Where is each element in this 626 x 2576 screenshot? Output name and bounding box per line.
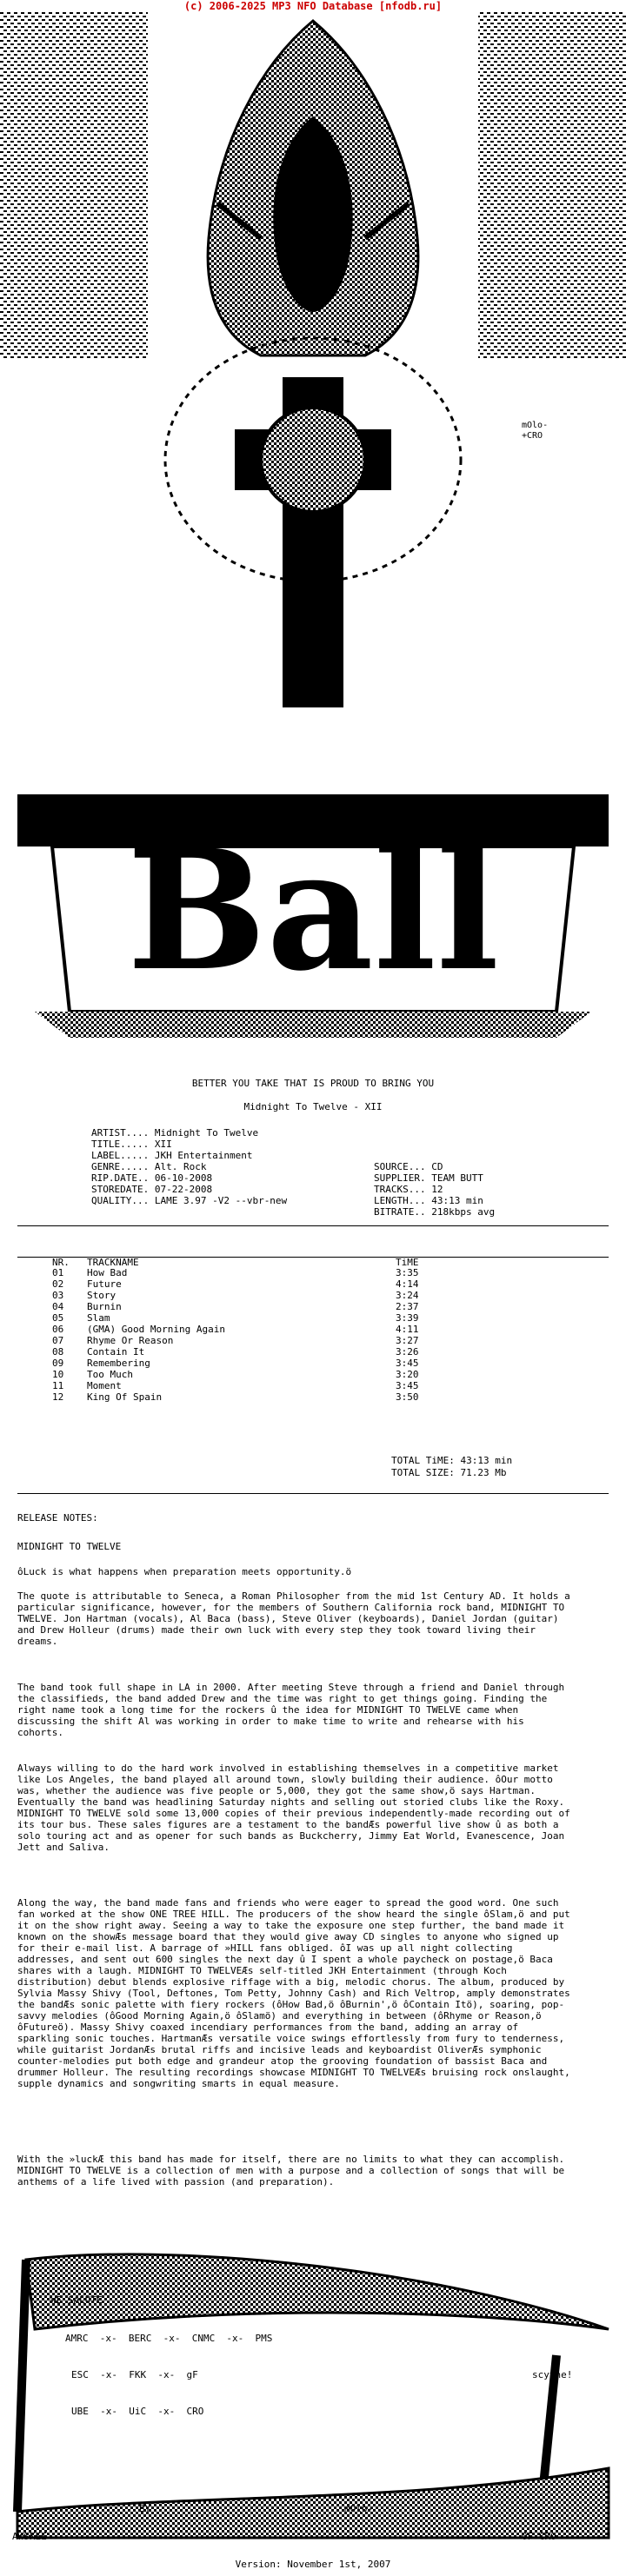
header-trackname: TRACKNAME <box>87 1257 139 1268</box>
meta-value: 43:13 min <box>431 1195 483 1206</box>
meta-value: 06-10-2008 <box>154 1172 213 1184</box>
track-rows <box>52 1267 448 1403</box>
meta-right <box>374 1161 495 1218</box>
track-title: Remembering <box>87 1358 150 1369</box>
notes-heading: RELEASE NOTES: <box>17 1512 98 1524</box>
track-title: Burnin <box>87 1301 122 1312</box>
track-duration: 2:37 <box>396 1301 419 1312</box>
track-duration: 3:20 <box>396 1369 419 1380</box>
greets-row-3: UBE -x- UiC -x- CRO <box>71 2406 204 2417</box>
meta-row <box>374 1206 495 1218</box>
meta-key: LABEL..... <box>91 1150 150 1161</box>
track-duration: 3:24 <box>396 1290 419 1301</box>
meta-key: BITRATE.. <box>374 1206 426 1218</box>
meta-key: TITLE..... <box>91 1139 150 1150</box>
track-number: 01 <box>52 1267 64 1278</box>
track-duration: 3:50 <box>396 1391 419 1403</box>
footer-author: mOlo- <box>344 2503 374 2514</box>
track-number: 09 <box>52 1358 64 1369</box>
track-number: 07 <box>52 1335 64 1346</box>
meta-key: SOURCE... <box>374 1161 426 1172</box>
notes-paragraph-1: The quote is attributable to Seneca, a Roman Philosopher from the mid 1st Century AD. It holds a particular significance, however, for the members of Southern California rock band, MIDNIGHT TO TWELVE. Jon Hartman (vocals), Al Baca (bass), Steve Oliver (keyboards), Daniel Jordan (guitar) and Drew Holleur (drums) made their own luck with every step they took toward living their dreams. <box>17 1590 570 1647</box>
meta-key: ARTIST.... <box>91 1127 150 1139</box>
left-dither-panel <box>0 12 148 360</box>
scythe-blade <box>26 2254 609 2329</box>
scythe-handle-left <box>17 2260 26 2512</box>
divider <box>17 1257 609 1258</box>
notes-paragraph-3: Always willing to do the hard work involved in establishing themselves in a competitive market like Los Angeles, the band played all around town, slowly building their audience. ôOur motto was, whether the audience was five people or 5,000, they got the same show,ö says Hartman. Eventually the band was headlining Saturday nights and selling out storied clubs like the Roxy. MIDNIGHT TO TWELVE sold some 13,000 copies of their previous independently-made recording out of its tour bus. These sales figures are a testament to the bandÆs powerful live show û as both a solo touring act and as opener for such bands as Buckcherry, Jimmy Eat World, Evanescence, Joan Jett and Saliva. <box>17 1763 570 1853</box>
meta-key: TRACKS... <box>374 1184 426 1195</box>
right-dither-panel <box>478 12 626 360</box>
meta-value: TEAM BUTT <box>431 1172 483 1184</box>
meta-value: Alt. Rock <box>154 1161 207 1172</box>
track-duration: 3:45 <box>396 1380 419 1391</box>
meta-left <box>91 1127 287 1206</box>
notes-subheading: MIDNIGHT TO TWELVE <box>17 1541 122 1552</box>
svg-text:+CRO: +CRO <box>522 431 543 441</box>
track-row <box>52 1312 448 1324</box>
header-time: TiME <box>396 1257 419 1268</box>
divider <box>17 1225 609 1226</box>
meta-key: GENRE..... <box>91 1161 150 1172</box>
meta-value: XII <box>154 1139 172 1150</box>
meta-row <box>91 1184 287 1195</box>
track-title: Rhyme Or Reason <box>87 1335 174 1346</box>
meta-row <box>374 1195 495 1206</box>
track-row <box>52 1346 448 1358</box>
scythe-base <box>17 2468 609 2538</box>
track-duration: 4:11 <box>396 1324 419 1335</box>
notes-quote: ôLuck is what happens when preparation meets opportunity.ö <box>17 1566 352 1577</box>
track-title: How Bad <box>87 1267 128 1278</box>
track-row <box>52 1324 448 1335</box>
release-title: Midnight To Twelve - XII <box>243 1101 383 1112</box>
footer-version: Version: November 1st, 2007 <box>235 2559 391 2570</box>
logo-ribbon-bottom <box>35 1012 591 1038</box>
meta-value: 07-22-2008 <box>154 1184 213 1195</box>
track-number: 11 <box>52 1380 64 1391</box>
meta-row <box>374 1161 495 1172</box>
meta-value: CD <box>431 1161 443 1172</box>
greets-row-1: AMRC -x- BERC -x- CNMC -x- PMS <box>65 2333 273 2344</box>
track-number: 03 <box>52 1290 64 1301</box>
track-row <box>52 1290 448 1301</box>
meta-value: LAME 3.97 -V2 --vbr-new <box>154 1195 288 1206</box>
track-title: Too Much <box>87 1369 133 1380</box>
logo-word: Ball <box>126 813 500 1007</box>
meta-key: LENGTH... <box>374 1195 426 1206</box>
artwork-svg <box>0 12 626 1038</box>
track-row <box>52 1267 448 1278</box>
total-time: TOTAL TiME: 43:13 min <box>391 1455 513 1466</box>
notes-paragraph-5: With the »luckÆ this band has made for itself, there are no limits to what they can accomplish. MIDNIGHT TO TWELVE is a collection of men with a purpose and a collection of songs that will be anthems of a life lived with passion (and preparation). <box>17 2154 565 2188</box>
track-title: Contain It <box>87 1346 145 1358</box>
scythe-tag: scythe! <box>532 2369 573 2380</box>
track-number: 10 <box>52 1369 64 1380</box>
meta-row <box>91 1150 287 1161</box>
track-duration: 3:26 <box>396 1346 419 1358</box>
copyright-banner: (c) 2006-2025 MP3 NFO Database [nfodb.ru] <box>183 0 443 12</box>
artist-tag: mOlo- <box>522 421 549 430</box>
track-duration: 3:35 <box>396 1267 419 1278</box>
meta-row <box>91 1127 287 1139</box>
meta-key: STOREDATE. <box>91 1184 150 1195</box>
track-row <box>52 1369 448 1380</box>
greets-heading: WE SALUTE <box>50 2294 103 2306</box>
track-title: Moment <box>87 1380 122 1391</box>
track-title: King Of Spain <box>87 1391 163 1403</box>
meta-key: SUPPLIER. <box>374 1172 426 1184</box>
track-duration: 3:45 <box>396 1358 419 1369</box>
track-number: 04 <box>52 1301 64 1312</box>
track-number: 06 <box>52 1324 64 1335</box>
total-size: TOTAL SIZE: 71.23 Mb <box>391 1467 507 1478</box>
meta-row <box>374 1184 495 1195</box>
track-title: Slam <box>87 1312 110 1324</box>
track-number: 05 <box>52 1312 64 1324</box>
meta-key: QUALITY... <box>91 1195 150 1206</box>
track-duration: 4:14 <box>396 1278 419 1290</box>
track-duration: 3:39 <box>396 1312 419 1324</box>
track-row <box>52 1278 448 1290</box>
meta-value: 12 <box>431 1184 443 1195</box>
footer-right: OF CRO <box>522 2531 556 2542</box>
meta-key: RIP.DATE.. <box>91 1172 150 1184</box>
meta-value: 218kbps avg <box>431 1206 496 1218</box>
track-number: 12 <box>52 1391 64 1403</box>
track-row <box>52 1380 448 1391</box>
meta-row <box>374 1172 495 1184</box>
notes-paragraph-4: Along the way, the band made fans and friends who were eager to spread the good word. One such fan worked at the show ONE TREE HILL. The producers of the show heard the single ôSlam,ö and put it on the show right away. Seeing a way to take the exposure one step further, the band made it known on the showÆs message board that they would give away CD singles to anyone who signed up for their e-mail list. A barrage of »HILL fans obliged. ôI was up all night collecting addresses, and sent out 600 singles the next day û I spent a whole paycheck on postage,ö Baca shares with a laugh. MIDNIGHT TO TWELVEÆs self-titled JKH Entertainment (through Koch distribution) debut blends explosive riffage with a big, melodic chorus. The album, produced by Sylvia Massy Shivy (Tool, Deftones, Tom Petty, Johnny Cash) and Rich Veltrop, amply demonstrates the bandÆs sonic palette with fiery rockers (ôHow Bad,ö ôBurnin',ö ôContain Itö), soaring, pop-savvy melodies (ôGood Morning Again,ö ôSlamö) and everything in between (ôRhyme or Reason,ö ôFutureö). Massy Shivy coaxed incendiary performances from the band, adding an array of sparkling sonic touches. HartmanÆs versatile voice swings effortlessly from fury to tenderness, while guitarist JordanÆs brutal riffs and incisive leads and keyboardist OliverÆs symphonic counter-melodies put both edge and grandeur atop the grooving foundation of bassist Baca and drummer Holleur. The resulting recordings showcase MIDNIGHT TO TWELVEÆs bruising rock onslaught, supple dynamics and songwriting smarts in equal measure. <box>17 1897 570 2089</box>
intro-line-1: BETTER YOU TAKE THAT IS PROUD TO BRING YOU <box>191 1078 435 1089</box>
meta-row <box>91 1172 287 1184</box>
track-row <box>52 1335 448 1346</box>
header-nr: NR. <box>52 1257 70 1268</box>
meta-row <box>91 1195 287 1206</box>
track-row <box>52 1391 448 1403</box>
divider-arrows <box>17 1493 609 1494</box>
track-title: Story <box>87 1290 117 1301</box>
track-title: (GMA) Good Morning Again <box>87 1324 225 1335</box>
meta-value: Midnight To Twelve <box>154 1127 259 1139</box>
greets-row-2: ESC -x- FKK -x- gF <box>71 2369 198 2380</box>
footer-left: AWSKEE <box>12 2531 47 2542</box>
meta-row <box>91 1161 287 1172</box>
ascii-artwork-top <box>0 12 626 1038</box>
cross-center <box>261 408 365 512</box>
meta-value: JKH Entertainment <box>154 1150 253 1161</box>
track-number: 02 <box>52 1278 64 1290</box>
track-duration: 3:27 <box>396 1335 419 1346</box>
track-row <box>52 1301 448 1312</box>
meta-row <box>91 1139 287 1150</box>
track-number: 08 <box>52 1346 64 1358</box>
notes-paragraph-2: The band took full shape in LA in 2000. After meeting Steve through a friend and Daniel through the classifieds, the band added Drew and the time was right to get things going. Finding the right name took a long time for the rockers û the idea for MIDNIGHT TO TWELVE came when discussing the shift Al was working in order to make time to write and rehearse with his cohorts. <box>17 1682 565 1738</box>
track-row <box>52 1358 448 1369</box>
footer-by: BY <box>139 2503 151 2514</box>
track-title: Future <box>87 1278 122 1290</box>
